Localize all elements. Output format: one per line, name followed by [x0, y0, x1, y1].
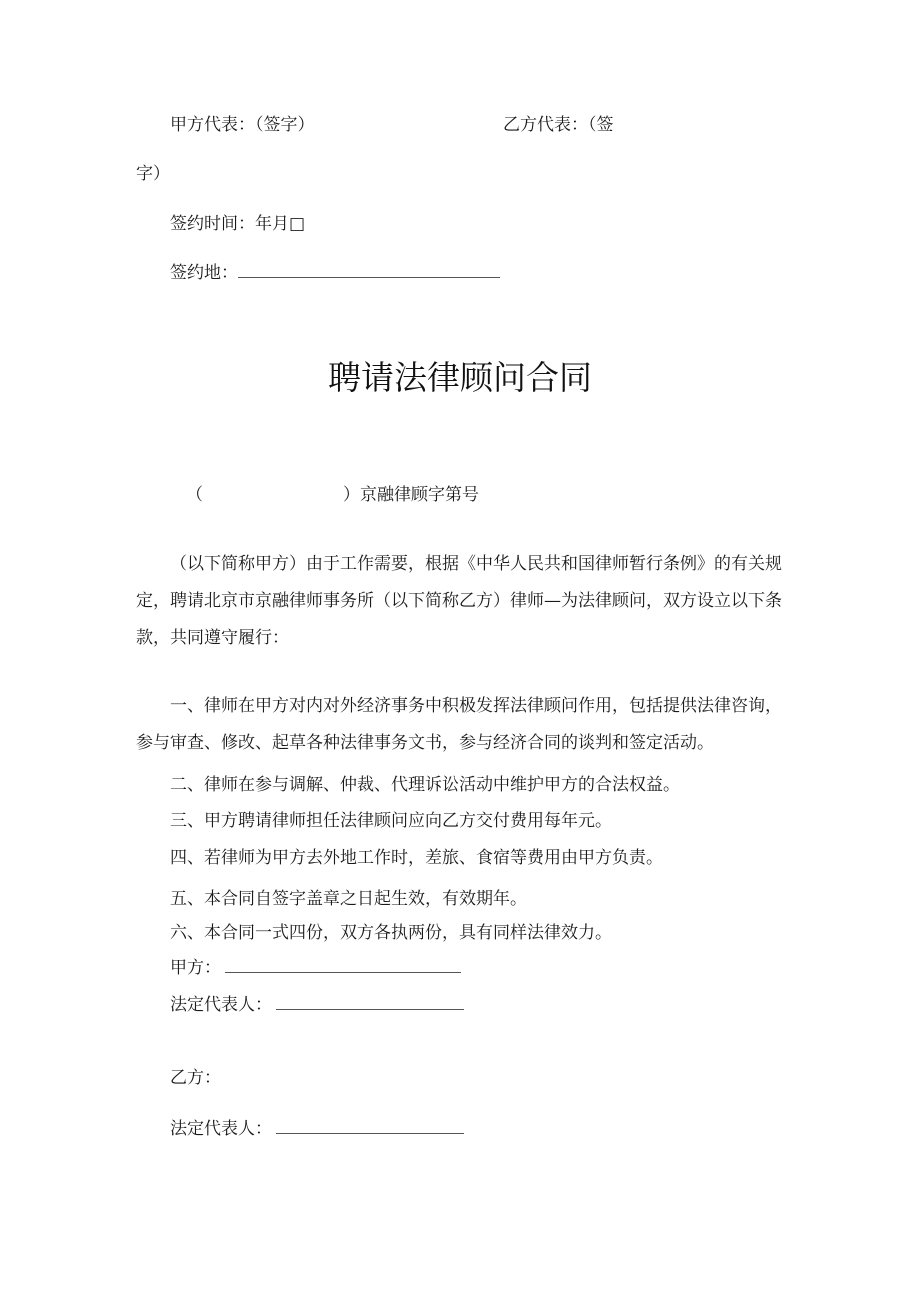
- party-a-label: 甲方：: [170, 958, 221, 978]
- contract-number-open: （: [186, 485, 203, 505]
- party-a-legal-rep-label: 法定代表人：: [170, 995, 272, 1015]
- clause-2: 二、律师在参与调解、仲裁、代理诉讼活动中维护甲方的合法权益。: [170, 775, 680, 795]
- sign-place-label: 签约地：: [170, 263, 238, 283]
- contract-title: 聘请法律顾问合同: [328, 358, 592, 397]
- contract-number-suffix: ）京融律顾字第号: [343, 485, 479, 505]
- party-b-label: 乙方：: [170, 1068, 221, 1088]
- sign-date: 签约时间：年月□: [170, 214, 306, 234]
- party-b-legal-rep-blank[interactable]: [276, 1132, 464, 1134]
- party-a-rep-signature: 甲方代表：（签字）: [170, 115, 315, 135]
- party-a-legal-rep-blank[interactable]: [276, 1008, 464, 1010]
- party-a-row: [170, 953, 461, 978]
- clause-1: 一、律师在甲方对内对外经济事务中积极发挥法律顾问作用，包括提供法律咨询，参与审查、修改、起草各种法律事务文书，参与经济合同的谈判和签定活动。: [136, 696, 782, 753]
- intro-paragraph: （以下简称甲方）由于工作需要，根据《中华人民共和国律师暂行条例》的有关规定，聘请北京市京融律师事务所（以下简称乙方）律师—为法律顾问，双方设立以下条款，共同遵守履行：: [136, 554, 782, 648]
- clause-4: 四、若律师为甲方去外地工作时，差旅、食宿等费用由甲方负责。: [170, 848, 663, 868]
- party-a-legal-rep-row: [170, 990, 464, 1015]
- clause-6: 六、本合同一式四份，双方各执两份，具有同样法律效力。: [170, 923, 612, 943]
- clause-3: 三、甲方聘请律师担任法律顾问应向乙方交付费用每年元。: [170, 811, 612, 831]
- party-a-blank[interactable]: [225, 971, 461, 973]
- party-b-legal-rep-row: [170, 1114, 464, 1139]
- party-b-rep-signature-line2: 字）: [136, 164, 170, 184]
- party-b-legal-rep-label: 法定代表人：: [170, 1119, 272, 1139]
- sign-place-blank[interactable]: [238, 276, 500, 278]
- sign-place: [170, 258, 500, 283]
- party-b-rep-signature-line1: 乙方代表：（签: [503, 115, 614, 135]
- clause-5: 五、本合同自签字盖章之日起生效，有效期年。: [170, 889, 527, 909]
